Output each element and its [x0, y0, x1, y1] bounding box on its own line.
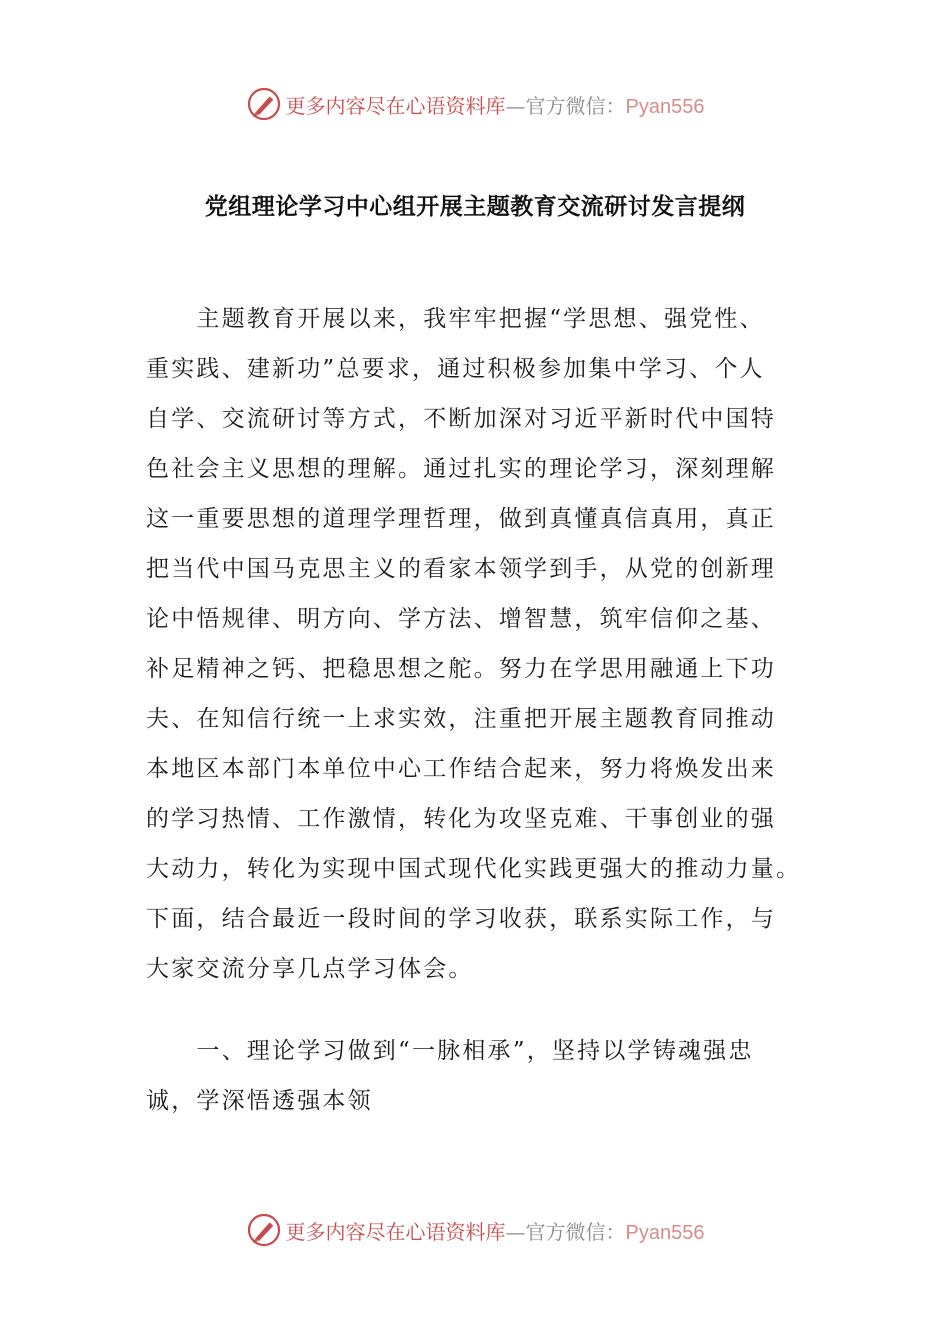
- paragraph-line: 重实践、建新功”总要求，通过积极参加集中学习、个人: [146, 356, 765, 382]
- paragraph-line: 大家交流分享几点学习体会。: [146, 956, 474, 982]
- pen-logo-icon: [246, 86, 282, 122]
- watermark-text: [286, 90, 705, 119]
- heading-line: 诚，学深悟透强本领: [146, 1088, 373, 1114]
- watermark-text: [286, 1216, 705, 1245]
- heading-line: 一、理论学习做到“一脉相承”，坚持以学铸魂强忠: [146, 1038, 754, 1064]
- watermark-wechat-label: 官方微信：: [525, 93, 626, 118]
- section-heading-1: [146, 1026, 806, 1126]
- paragraph-line: 色社会主义思想的理解。通过扎实的理论学习，深刻理解: [146, 456, 776, 482]
- header-watermark-banner: [0, 80, 950, 128]
- paragraph-line: 这一重要思想的道理学理哲理，做到真懂真信真用，真正: [146, 506, 776, 532]
- paragraph-line: 夫、在知信行统一上求实效，注重把开展主题教育同推动: [146, 706, 776, 732]
- paragraph-line: 下面，结合最近一段时间的学习收获，联系实际工作，与: [146, 906, 776, 932]
- watermark-dash: —: [505, 1219, 526, 1244]
- paragraph-line: 本地区本部门本单位中心工作结合起来，努力将焕发出来: [146, 756, 776, 782]
- watermark-wechat-id: Pyan556: [625, 95, 705, 118]
- paragraph-line: 自学、交流研讨等方式，不断加深对习近平新时代中国特: [146, 406, 776, 432]
- watermark-dash: —: [505, 93, 526, 118]
- watermark-site-text: 更多内容尽在心语资料库: [285, 1219, 506, 1244]
- paragraph-line: 的学习热情、工作激情，转化为攻坚克难、干事创业的强: [146, 806, 776, 832]
- body-paragraph-intro: [146, 294, 806, 994]
- watermark-wechat-label: 官方微信：: [525, 1219, 626, 1244]
- paragraph-line: 主题教育开展以来，我牢牢把握“学思想、强党性、: [146, 306, 765, 332]
- pen-logo-icon: [246, 1212, 282, 1248]
- paragraph-line: 论中悟规律、明方向、学方法、增智慧，筑牢信仰之基、: [146, 606, 776, 632]
- paragraph-line: 补足精神之钙、把稳思想之舵。努力在学思用融通上下功: [146, 656, 776, 682]
- footer-watermark-banner: [0, 1206, 950, 1254]
- paragraph-line: 把当代中国马克思主义的看家本领学到手，从党的创新理: [146, 556, 776, 582]
- paragraph-line: 大动力，转化为实现中国式现代化实践更强大的推动力量。: [146, 856, 802, 882]
- watermark-wechat-id: Pyan556: [625, 1221, 705, 1244]
- watermark-site-text: 更多内容尽在心语资料库: [285, 93, 506, 118]
- document-title: 党组理论学习中心组开展主题教育交流研讨发言提纲: [204, 194, 746, 220]
